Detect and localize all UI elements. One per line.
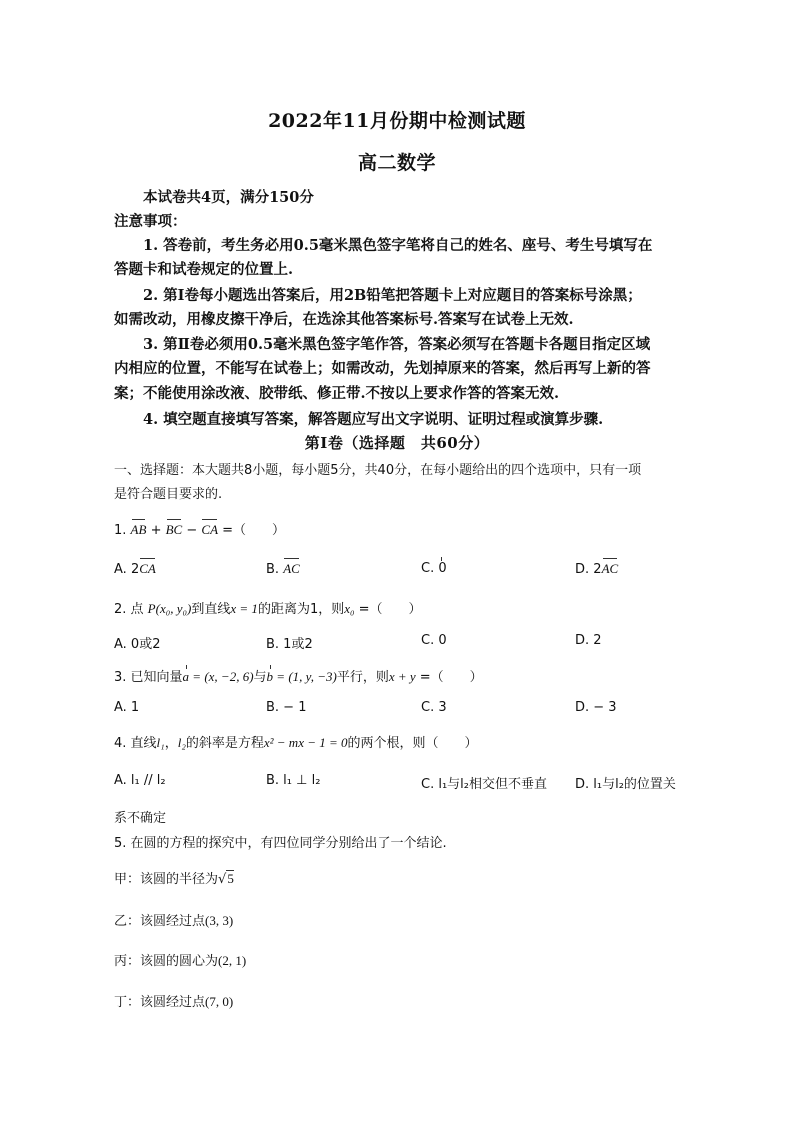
q3-option-c: C. 3 [421,700,447,715]
q1-tail: =（ ） [218,523,286,538]
exam-summary: 本试卷共4页，满分150分 [143,189,314,206]
question-5: 5. 在圆的方程的探究中，有四位同学分别给出了一个结论. [114,836,447,851]
q3-option-d: D. − 3 [575,700,617,715]
exam-subject: 高二数学 [357,152,436,174]
notice-item-3-line3: 案；不能使用涂改液、胶带纸、修正带.不按以上要求作答的答案无效. [114,385,560,402]
q5-statement-ding [114,991,233,1010]
q2-option-c: C. 0 [421,633,447,648]
vector-ab: AB [130,522,147,537]
vector-bc: BC [165,522,183,537]
notice-heading: 注意事项： [114,213,187,230]
section1-desc-line2: 是符合题目要求的. [114,487,223,502]
q4-text: 的斜率是方程 [185,736,264,751]
option-label: B. [266,562,280,577]
notice-item-4: 4. 填空题直接填写答案，解答题应写出文字说明、证明过程或演算步骤. [143,411,604,428]
q5-jia-value: 5 [227,871,234,886]
q5-bing-text: 丙：该圆的圆心为 [114,954,219,969]
q1-option-b [266,561,300,577]
q5-jia-text: 甲：该圆的半径为 [114,872,219,887]
notice-item-2-line2: 如需改动，用橡皮擦干净后，在选涂其他答案标号.答案写在试卷上无效. [114,311,574,328]
q4-text: 的两个根，则（ ） [347,736,478,751]
q2-x0: x₀ [344,601,355,616]
q4-l2: l₂ [177,735,186,750]
question-4 [114,732,478,751]
q4-option-b: B. l₁ ⊥ l₂ [266,773,321,788]
q3-tail: =（ ） [415,670,483,685]
notice-item-1-line1: 1. 答卷前，考生务必用0.5毫米黑色签字笔将自己的姓名、座号、考生号填写在 [143,237,653,254]
q4-option-d: D. l₁与l₂的位置关 [575,777,676,792]
q3-b-expr: = (1, y, −3) [273,669,337,684]
option-coef: 2 [593,562,602,577]
option-label: A. [114,562,127,577]
q3-option-a: A. 1 [114,700,140,715]
q4-comma: ， [164,736,178,751]
q4-option-c: C. l₁与l₂相交但不垂直 [421,777,547,792]
option-vector: AC [601,561,619,576]
q4-equation: x² − mx − 1 = 0 [263,735,348,750]
q3-text: 3. 已知向量 [114,670,183,685]
q2-line: x = 1 [230,601,258,616]
q4-option-a: A. l₁ // l₂ [114,773,166,788]
q2-text: 2. 点 [114,602,148,617]
option-vector: AC [283,561,300,576]
option-coef: 2 [130,562,140,577]
notice-item-3-line2: 内相应的位置，不能写在试卷上；如需改动，先划掉原来的答案，然后再写上新的答 [114,360,651,377]
q1-option-c [421,561,447,576]
vector-ca: CA [201,522,219,537]
q3-option-b: B. − 1 [266,700,307,715]
q5-bing-value: (2, 1) [218,953,247,968]
q2-option-a: A. 0或2 [114,637,161,652]
q2-point: P [147,601,156,616]
q2-coords: (x₀, y₀) [155,601,192,616]
notice-item-3-line1: 3. 第Ⅱ卷必须用0.5毫米黑色签字笔作答，答案必须写在答题卡各题目指定区域 [143,336,651,353]
question-3 [114,666,483,685]
option-label: D. [575,562,590,577]
q1-number: 1. [114,523,127,538]
q3-sum: x + y [388,669,416,684]
question-2 [114,598,422,617]
q4-text: 4. 直线 [114,736,157,751]
vector-a: a [182,669,190,684]
sqrt-icon: √ [218,872,227,887]
q5-yi-value: (3, 3) [205,913,234,928]
section1-heading: 第Ⅰ卷（选择题 共60分） [304,434,490,452]
notice-item-2-line1: 2. 第Ⅰ卷每小题选出答案后，用2B铅笔把答题卡上对应题目的答案标号涂黑； [143,287,642,304]
q5-statement-bing [114,950,246,969]
vector-b: b [266,669,274,684]
q2-text: 的距离为1，则 [257,602,345,617]
q4-l1: l₁ [156,735,165,750]
option-label: C. [421,561,435,576]
option-vector: CA [139,561,156,576]
q5-statement-yi [114,910,233,929]
zero-vector: 0 [438,561,447,576]
q5-ding-text: 丁：该圆经过点 [114,995,206,1010]
notice-item-1-line2: 答题卡和试卷规定的位置上. [114,261,294,278]
q2-option-b: B. 1或2 [266,637,313,652]
section1-desc-line1: 一、选择题：本大题共8小题，每小题5分，共40分，在每小题给出的四个选项中，只有一项 [114,463,642,478]
q5-statement-jia [114,868,234,887]
q1-minus: − [182,523,202,538]
question-1 [114,519,285,538]
q5-yi-text: 乙：该圆经过点 [114,914,206,929]
q3-text: 与 [253,670,267,685]
q2-option-d: D. 2 [575,633,602,648]
q1-option-d [575,561,618,577]
q1-option-a [114,561,156,577]
q2-tail: =（ ） [354,602,422,617]
q3-a-expr: = (x, −2, 6) [189,669,254,684]
q5-ding-value: (7, 0) [205,994,234,1009]
q4-option-d-continued: 系不确定 [114,811,167,826]
q2-text: 到直线 [191,602,231,617]
q3-text: 平行，则 [336,670,389,685]
q1-plus: + [146,523,166,538]
exam-title: 2022年11月份期中检测试题 [268,110,526,132]
